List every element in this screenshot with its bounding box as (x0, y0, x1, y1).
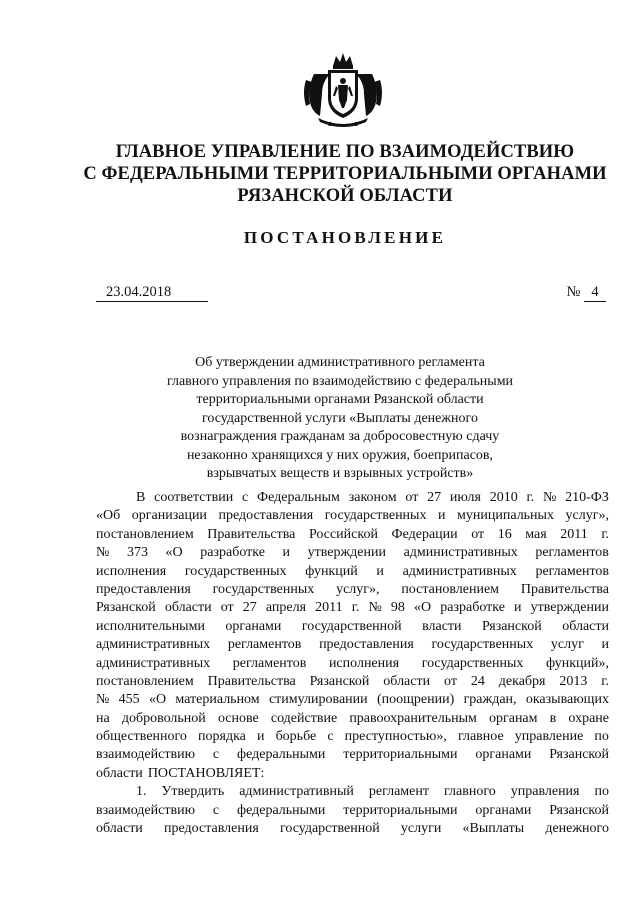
organization-name (60, 141, 630, 207)
subject-line: государственной услуги «Выплаты денежного (202, 410, 478, 426)
body-line: административных регламентов предоставления государственных услуг и (96, 637, 609, 653)
body-line: № 373 «О разработке и утверждении административных регламентов (96, 545, 609, 561)
body-line: предоставления государственных услуг», постановлением Правительства (96, 581, 609, 597)
document-subject (140, 354, 540, 484)
coat-of-arms-emblem (300, 50, 386, 130)
subject-line: незаконно хранящихся у них оружия, боеприпасов, (186, 447, 494, 463)
body-line: административных регламентов исполнения государственных функций», (96, 655, 609, 671)
organization-name-line: РЯЗАНСКОЙ ОБЛАСТИ (237, 186, 453, 206)
document-body (96, 489, 609, 838)
subject-line: вознаграждения гражданам за добросовестную сдачу (180, 429, 500, 444)
body-line: общественного порядка и борьбе с преступностью», главное управление по (96, 729, 609, 745)
subject-line: главного управления по взаимодействию с федеральными (166, 373, 514, 389)
subject-line: территориальными органами Рязанской области (196, 392, 484, 407)
document-date: 23.04.2018 (96, 284, 208, 302)
body-line: исполнительными органами государственной власти Рязанской области (96, 618, 609, 634)
body-line: области ПОСТАНОВЛЯЕТ: (96, 765, 265, 781)
body-line: 1. Утвердить административный регламент главного управления по (136, 784, 609, 800)
document-type-title: ПОСТАНОВЛЕНИЕ (243, 228, 447, 247)
number-label: № (566, 284, 581, 300)
body-line: постановлением Правительства Российской Федерации от 16 мая 2011 г. (96, 526, 609, 542)
organization-name-line: С ФЕДЕРАЛЬНЫМИ ТЕРРИТОРИАЛЬНЫМИ ОРГАНАМИ (83, 164, 607, 184)
body-line: № 455 «О материальном стимулировании (поощрении) граждан, оказывающих (96, 692, 609, 708)
subject-line: Об утверждении административного регламента (195, 355, 485, 370)
body-line: взаимодействию с федеральными территориальными органами Рязанской (96, 802, 609, 818)
organization-name-line: ГЛАВНОЕ УПРАВЛЕНИЕ ПО ВЗАИМОДЕЙСТВИЮ (115, 142, 575, 162)
body-line: взаимодействию с федеральными территориальными органами Рязанской (96, 747, 609, 763)
number-value: 4 (584, 284, 606, 302)
body-line: «Об организации предоставления государственных и муниципальных услуг», (96, 508, 609, 524)
subject-line: взрывчатых веществ и взрывных устройств» (206, 466, 474, 481)
body-line: исполнения государственных функций и административных регламентов (96, 563, 609, 579)
document-number (567, 284, 606, 302)
body-line: на добровольной основе содействие правоохранительным органам в охране (96, 710, 609, 726)
body-line: области предоставления государственной услуги «Выплаты денежного (96, 821, 609, 837)
body-line: В соответствии с Федеральным законом от 27 июля 2010 г. № 210-ФЗ (136, 490, 609, 505)
body-line: Рязанской области от 27 апреля 2011 г. № 98 «О разработке и утверждении (96, 600, 609, 616)
body-line: постановлением Правительства Рязанской области от 24 декабря 2013 г. (96, 673, 609, 689)
